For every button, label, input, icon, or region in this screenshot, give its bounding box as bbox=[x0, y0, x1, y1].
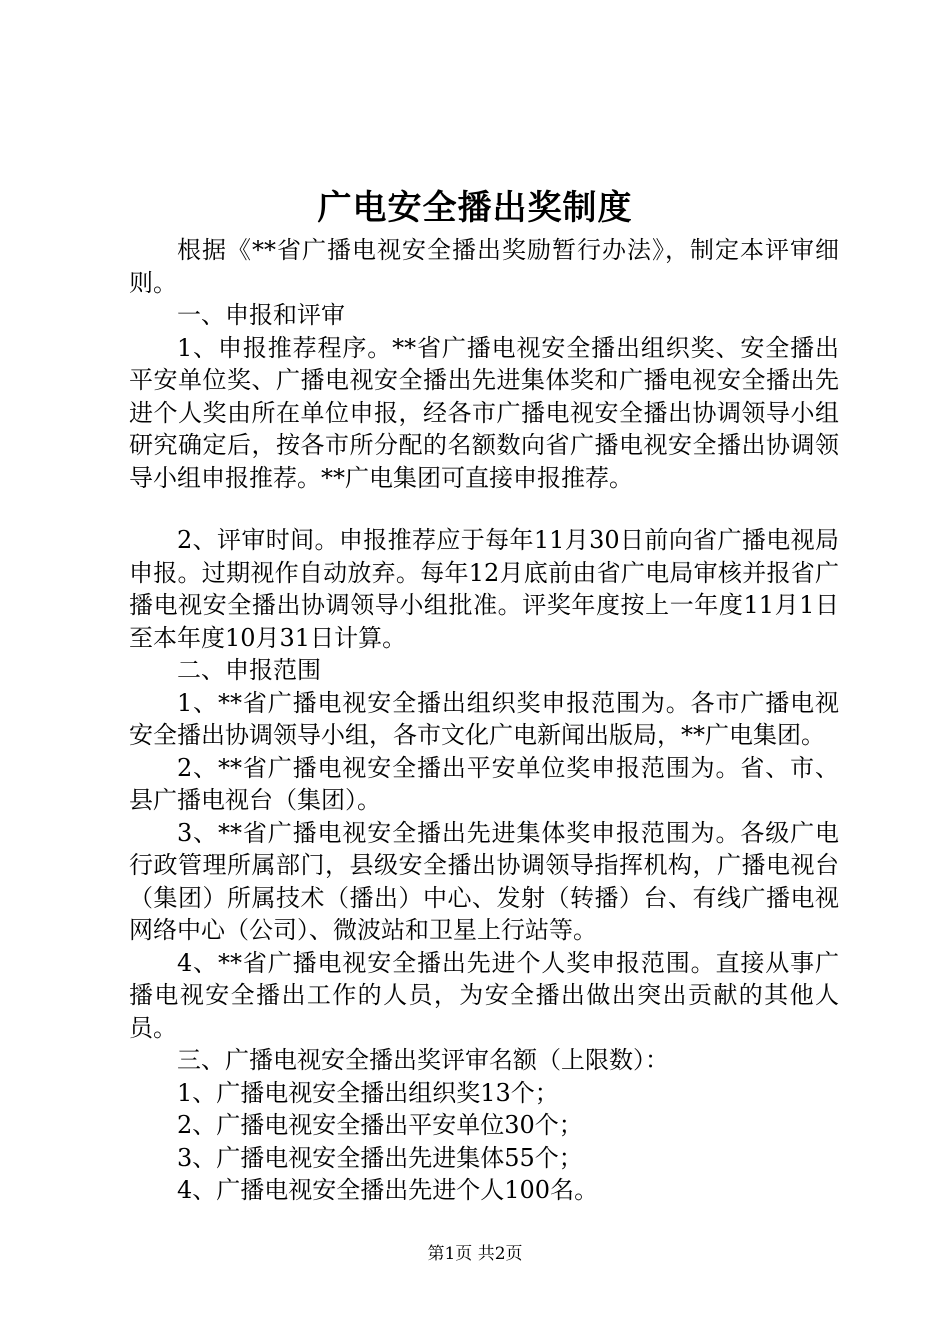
list-item-quota-1: 1、广播电视安全播出组织奖13个； bbox=[177, 1078, 559, 1107]
paragraph-review-time: 2、评审时间。申报推荐应于每年11月30日前向省广播电视局申报。过期视作自动放弃。每年12月底前由省广电局审核并报省广播电视安全播出协调领导小组批准。评奖年度按上一年度11月1日至本年度10月31日计算。 bbox=[129, 526, 839, 652]
document-body bbox=[129, 234, 839, 1207]
document-title: 广电安全播出奖制度 bbox=[317, 188, 633, 228]
page-number-footer: 第1页 共2页 bbox=[427, 1244, 523, 1264]
section-heading-1: 一、申报和评审 bbox=[177, 301, 345, 329]
paragraph-scope-3: 3、**省广播电视安全播出先进集体奖申报范围为。各级广电行政管理所属部门，县级安全播出协调领导指挥机构，广播电视台（集团）所属技术（播出）中心、发射（转播）台、有线广播电视网络中心（公司）、微波站和卫星上行站等。 bbox=[129, 818, 839, 944]
list-item-quota-4: 4、广播电视安全播出先进个人100名。 bbox=[177, 1176, 599, 1204]
list-item-quota-3: 3、广播电视安全播出先进集体55个； bbox=[177, 1143, 583, 1172]
section-heading-3: 三、广播电视安全播出奖评审名额（上限数）： bbox=[177, 1046, 669, 1074]
paragraph-scope-2: 2、**省广播电视安全播出平安单位奖申报范围为。省、市、县广播电视台（集团）。 bbox=[129, 753, 839, 814]
list-item-quota-2: 2、广播电视安全播出平安单位30个； bbox=[177, 1111, 583, 1139]
paragraph-intro: 根据《**省广播电视安全播出奖励暂行办法》，制定本评审细则。 bbox=[129, 236, 839, 297]
paragraph-procedure: 1、申报推荐程序。**省广播电视安全播出组织奖、安全播出平安单位奖、广播电视安全播出先进集体奖和广播电视安全播出先进个人奖由所在单位申报，经各市广播电视安全播出协调领导小组研究确定后，按各市所分配的名额数向省广播电视安全播出协调领导小组申报推荐。**广电集团可直接申报推荐。 bbox=[129, 333, 839, 492]
paragraph-scope-1: 1、**省广播电视安全播出组织奖申报范围为。各市广播电视安全播出协调领导小组，各市文化广电新闻出版局，**广电集团。 bbox=[129, 688, 839, 749]
section-heading-2: 二、申报范围 bbox=[177, 656, 321, 684]
paragraph-scope-4: 4、**省广播电视安全播出先进个人奖申报范围。直接从事广播电视安全播出工作的人员，为安全播出做出突出贡献的其他人员。 bbox=[129, 948, 839, 1042]
